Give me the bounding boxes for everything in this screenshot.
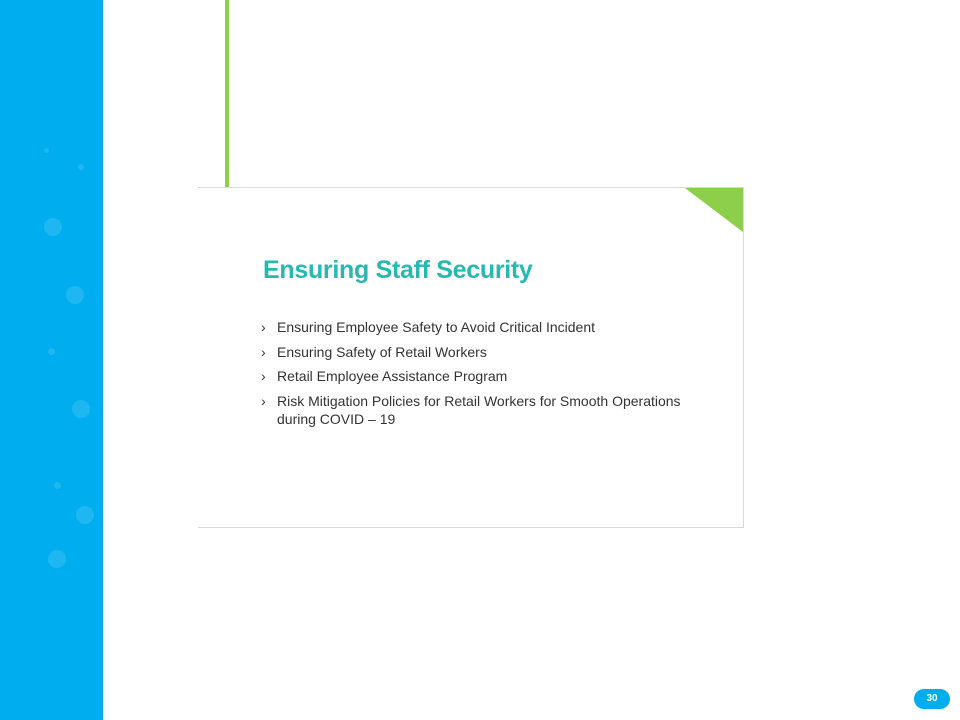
bullet-item (261, 367, 721, 385)
chevron-right-icon: › (261, 368, 266, 384)
bokeh-dot (44, 218, 62, 236)
chevron-right-icon: › (261, 319, 266, 335)
bullet-text: Retail Employee Assistance Program (277, 368, 508, 384)
bullet-item (261, 343, 721, 361)
bokeh-dot (78, 164, 84, 170)
bullet-item (261, 318, 721, 336)
chevron-right-icon: › (261, 343, 266, 360)
bullet-list (261, 318, 721, 434)
bullet-text: Risk Mitigation Policies for Retail Workers for Smooth Operations during COVID – 19 (277, 392, 681, 427)
bullet-text: Ensuring Employee Safety to Avoid Critical Incident (277, 319, 596, 335)
bullet-item (261, 392, 721, 428)
chevron-right-icon: › (261, 392, 266, 409)
bokeh-dot (66, 286, 84, 304)
bokeh-dot (48, 348, 55, 355)
corner-triangle-accent (685, 188, 743, 232)
page-number-badge: 30 (914, 689, 950, 709)
bokeh-dot (54, 482, 61, 489)
bokeh-dot (72, 400, 90, 418)
bokeh-dot (76, 506, 94, 524)
left-decorative-band (0, 0, 103, 720)
bullet-text: Ensuring Safety of Retail Workers (277, 343, 487, 360)
slide-title: Ensuring Staff Security (263, 256, 533, 284)
bokeh-dot (48, 550, 66, 568)
bokeh-dot (44, 148, 49, 153)
